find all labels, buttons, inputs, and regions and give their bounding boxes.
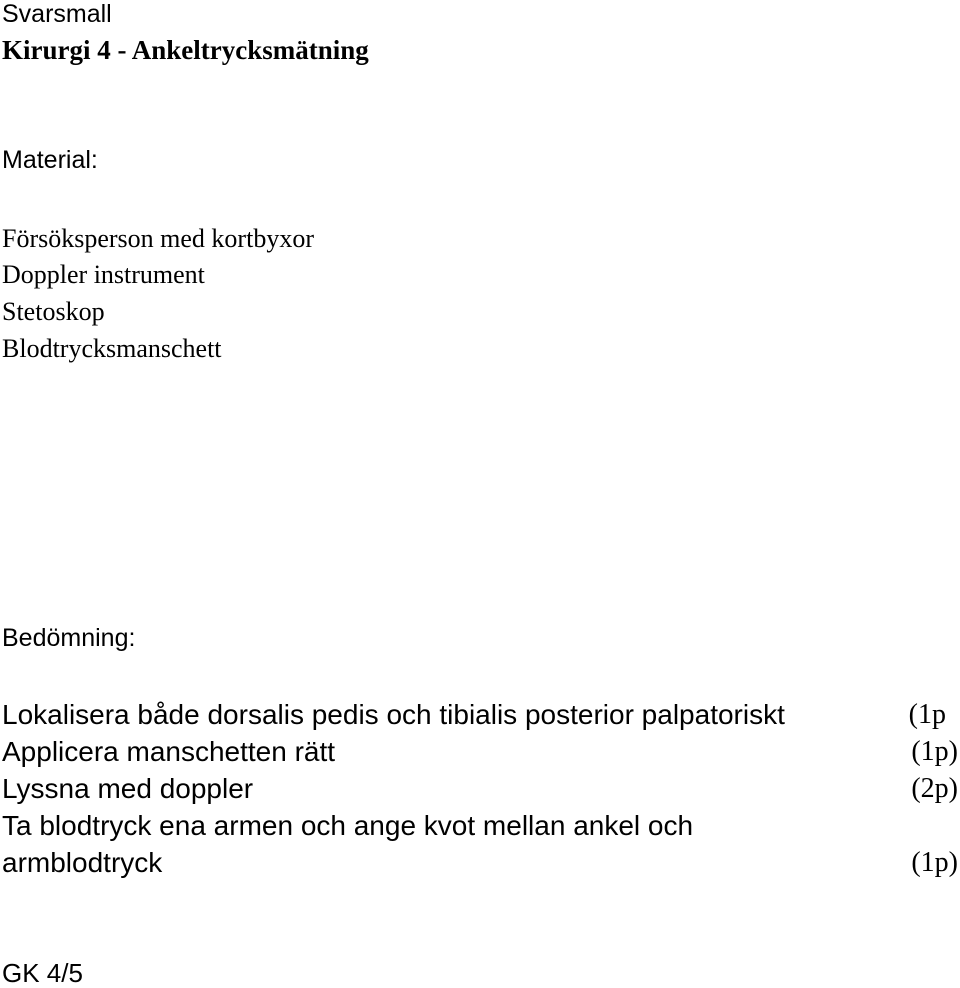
page-code: GK 4/5 xyxy=(2,958,83,988)
assessment-heading: Bedömning: xyxy=(2,624,136,652)
criterion-points: (1p xyxy=(908,699,946,730)
criterion-points: (1p) xyxy=(911,847,958,878)
criterion-text: Lokalisera både dorsalis pedis och tibialis posterior palpatoriskt xyxy=(2,699,785,730)
material-item: Försöksperson med kortbyxor xyxy=(2,224,314,253)
material-item: Blodtrycksmanschett xyxy=(2,334,222,363)
criterion-points: (1p) xyxy=(911,736,958,767)
criterion-points: (2p) xyxy=(911,773,958,804)
document-type: Svarsmall xyxy=(2,0,112,28)
material-item: Doppler instrument xyxy=(2,260,205,289)
criterion-text: Applicera manschetten rätt xyxy=(2,736,336,767)
criterion-text: Lyssna med doppler xyxy=(2,773,254,804)
document-title: Kirurgi 4 - Ankeltrycksmätning xyxy=(2,35,369,65)
criterion-text: Ta blodtryck ena armen och ange kvot mellan ankel och xyxy=(2,810,694,841)
material-heading: Material: xyxy=(2,146,98,174)
criterion-text: armblodtryck xyxy=(2,847,163,878)
material-item: Stetoskop xyxy=(2,297,105,326)
